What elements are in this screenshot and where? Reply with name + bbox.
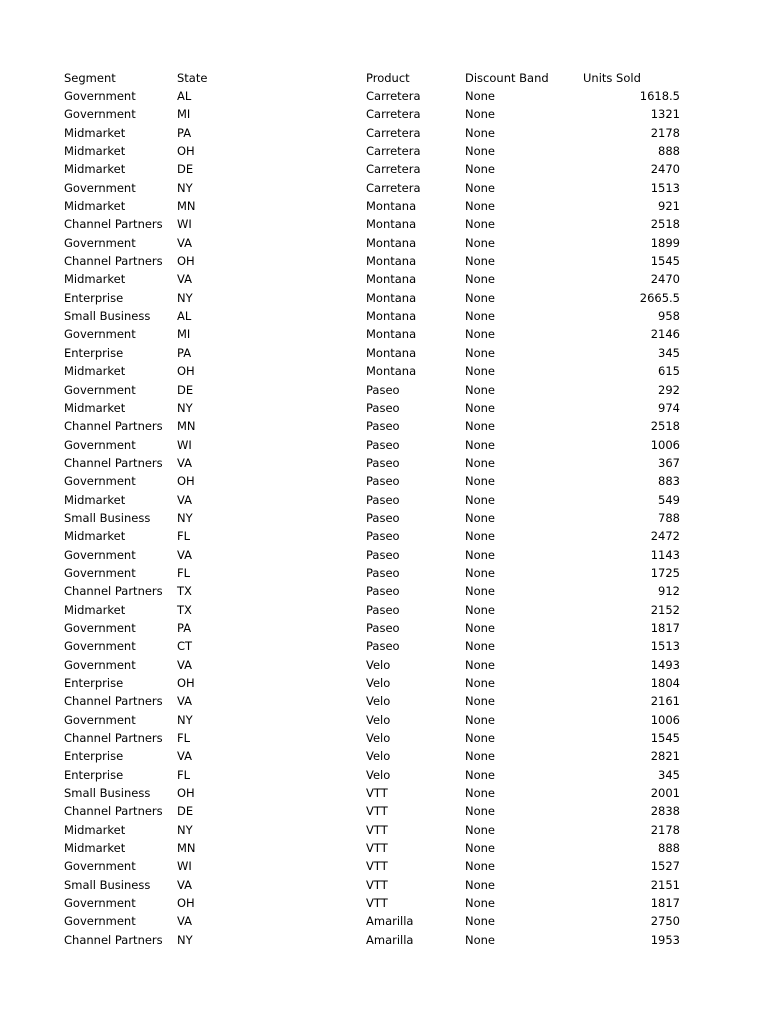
cell-segment: Government [64, 437, 136, 452]
table-row [64, 564, 704, 582]
cell-state: DE [177, 804, 194, 819]
cell-discount-band: None [465, 804, 496, 819]
cell-discount-band: None [465, 419, 496, 434]
cell-units-sold: 2161 [650, 694, 680, 709]
cell-segment: Channel Partners [64, 731, 163, 746]
cell-product: Montana [366, 199, 417, 214]
cell-product: Velo [366, 657, 391, 672]
table-row [64, 307, 704, 325]
table-row [64, 289, 704, 307]
cell-discount-band: None [465, 180, 496, 195]
cell-segment: Government [64, 382, 136, 397]
cell-discount-band: None [465, 602, 496, 617]
cell-units-sold: 1899 [650, 235, 680, 250]
cell-units-sold: 292 [658, 382, 680, 397]
cell-product: VTT [366, 841, 388, 856]
cell-units-sold: 958 [658, 309, 680, 324]
cell-segment: Government [64, 547, 136, 562]
cell-state: NY [177, 712, 193, 727]
cell-segment: Government [64, 474, 136, 489]
cell-discount-band: None [465, 620, 496, 635]
cell-product: VTT [366, 896, 388, 911]
table-row [64, 931, 704, 949]
cell-product: VTT [366, 877, 388, 892]
cell-segment: Government [64, 180, 136, 195]
table-row [64, 747, 704, 765]
cell-units-sold: 1953 [650, 932, 680, 947]
cell-state: OH [177, 254, 195, 269]
table-row [64, 527, 704, 545]
cell-product: Carretera [366, 144, 421, 159]
table-row [64, 802, 704, 820]
table-row [64, 325, 704, 343]
table-row [64, 270, 704, 288]
cell-discount-band: None [465, 309, 496, 324]
cell-state: MN [177, 841, 196, 856]
cell-segment: Midmarket [64, 822, 126, 837]
cell-state: OH [177, 144, 195, 159]
cell-state: VA [177, 694, 192, 709]
cell-product: VTT [366, 786, 388, 801]
cell-units-sold: 2750 [650, 914, 680, 929]
cell-discount-band: None [465, 767, 496, 782]
cell-units-sold: 2518 [650, 419, 680, 434]
cell-discount-band: None [465, 547, 496, 562]
cell-state: FL [177, 529, 191, 544]
cell-product: VTT [366, 804, 388, 819]
cell-state: NY [177, 932, 193, 947]
table-row [64, 344, 704, 362]
sales-table [64, 69, 704, 949]
cell-segment: Small Business [64, 510, 151, 525]
cell-state: VA [177, 547, 192, 562]
table-row [64, 142, 704, 160]
cell-state: VA [177, 272, 192, 287]
cell-units-sold: 345 [658, 345, 680, 360]
cell-product: Paseo [366, 639, 400, 654]
table-row [64, 436, 704, 454]
cell-state: VA [177, 235, 192, 250]
cell-state: MN [177, 419, 196, 434]
cell-segment: Government [64, 327, 136, 342]
cell-segment: Channel Partners [64, 694, 163, 709]
cell-product: Paseo [366, 437, 400, 452]
cell-discount-band: None [465, 841, 496, 856]
cell-product: Montana [366, 364, 417, 379]
cell-state: MI [177, 327, 191, 342]
cell-product: Montana [366, 272, 417, 287]
header-discount-band: Discount Band [465, 71, 549, 85]
cell-discount-band: None [465, 382, 496, 397]
cell-state: WI [177, 859, 192, 874]
table-row [64, 637, 704, 655]
cell-state: FL [177, 565, 191, 580]
cell-discount-band: None [465, 107, 496, 122]
cell-discount-band: None [465, 694, 496, 709]
table-header-row [64, 69, 704, 87]
cell-units-sold: 883 [658, 474, 680, 489]
cell-state: NY [177, 510, 193, 525]
table-body [64, 87, 704, 949]
cell-segment: Government [64, 565, 136, 580]
cell-discount-band: None [465, 290, 496, 305]
table-row [64, 821, 704, 839]
cell-state: DE [177, 162, 194, 177]
cell-product: Velo [366, 749, 391, 764]
cell-discount-band: None [465, 786, 496, 801]
cell-units-sold: 2178 [650, 822, 680, 837]
cell-units-sold: 888 [658, 841, 680, 856]
cell-units-sold: 2146 [650, 327, 680, 342]
cell-discount-band: None [465, 822, 496, 837]
cell-units-sold: 2470 [650, 272, 680, 287]
cell-discount-band: None [465, 235, 496, 250]
cell-product: Carretera [366, 162, 421, 177]
cell-product: Amarilla [366, 932, 414, 947]
cell-units-sold: 1545 [650, 254, 680, 269]
cell-product: Paseo [366, 602, 400, 617]
table-row [64, 912, 704, 930]
cell-units-sold: 2821 [650, 749, 680, 764]
cell-state: TX [177, 584, 192, 599]
cell-product: Velo [366, 731, 391, 746]
table-row [64, 857, 704, 875]
table-row [64, 381, 704, 399]
cell-segment: Midmarket [64, 144, 126, 159]
cell-units-sold: 1006 [650, 437, 680, 452]
cell-discount-band: None [465, 254, 496, 269]
cell-segment: Channel Partners [64, 804, 163, 819]
table-row [64, 179, 704, 197]
cell-product: Paseo [366, 529, 400, 544]
cell-segment: Midmarket [64, 841, 126, 856]
cell-units-sold: 367 [658, 455, 680, 470]
header-product: Product [366, 71, 410, 85]
cell-discount-band: None [465, 510, 496, 525]
cell-discount-band: None [465, 455, 496, 470]
table-row [64, 87, 704, 105]
cell-segment: Midmarket [64, 492, 126, 507]
cell-product: Montana [366, 290, 417, 305]
table-row [64, 399, 704, 417]
table-row [64, 546, 704, 564]
cell-segment: Midmarket [64, 364, 126, 379]
cell-state: OH [177, 786, 195, 801]
cell-discount-band: None [465, 657, 496, 672]
table-row [64, 729, 704, 747]
table-row [64, 197, 704, 215]
cell-segment: Government [64, 620, 136, 635]
cell-discount-band: None [465, 272, 496, 287]
cell-product: Paseo [366, 547, 400, 562]
cell-product: VTT [366, 822, 388, 837]
cell-state: VA [177, 657, 192, 672]
header-units-sold: Units Sold [583, 71, 641, 85]
cell-state: CT [177, 639, 193, 654]
cell-units-sold: 1527 [650, 859, 680, 874]
cell-units-sold: 2178 [650, 125, 680, 140]
cell-state: NY [177, 400, 193, 415]
cell-segment: Channel Partners [64, 419, 163, 434]
cell-state: NY [177, 290, 193, 305]
cell-product: Montana [366, 309, 417, 324]
cell-segment: Enterprise [64, 767, 124, 782]
table-row [64, 105, 704, 123]
table-row [64, 582, 704, 600]
cell-discount-band: None [465, 712, 496, 727]
cell-segment: Government [64, 657, 136, 672]
cell-product: Paseo [366, 510, 400, 525]
cell-discount-band: None [465, 877, 496, 892]
cell-segment: Government [64, 712, 136, 727]
cell-discount-band: None [465, 639, 496, 654]
cell-discount-band: None [465, 89, 496, 103]
cell-state: FL [177, 767, 191, 782]
cell-state: PA [177, 345, 192, 360]
table-row [64, 472, 704, 490]
cell-units-sold: 1725 [650, 565, 680, 580]
cell-segment: Channel Partners [64, 584, 163, 599]
cell-units-sold: 2472 [650, 529, 680, 544]
cell-state: NY [177, 822, 193, 837]
cell-segment: Midmarket [64, 125, 126, 140]
cell-units-sold: 345 [658, 767, 680, 782]
cell-segment: Channel Partners [64, 455, 163, 470]
cell-product: Velo [366, 676, 391, 690]
table-row [64, 454, 704, 472]
cell-units-sold: 1513 [650, 639, 680, 654]
table-row [64, 839, 704, 857]
cell-discount-band: None [465, 327, 496, 342]
cell-units-sold: 1804 [650, 676, 680, 690]
cell-segment: Small Business [64, 309, 151, 324]
cell-discount-band: None [465, 162, 496, 177]
table-row [64, 417, 704, 435]
cell-state: VA [177, 877, 192, 892]
table-row [64, 491, 704, 509]
cell-units-sold: 2001 [650, 786, 680, 801]
cell-units-sold: 1493 [650, 657, 680, 672]
cell-discount-band: None [465, 749, 496, 764]
cell-discount-band: None [465, 731, 496, 746]
cell-segment: Government [64, 914, 136, 929]
cell-product: Montana [366, 235, 417, 250]
table-row [64, 711, 704, 729]
table-row [64, 509, 704, 527]
cell-discount-band: None [465, 144, 496, 159]
cell-state: AL [177, 89, 192, 103]
table-row [64, 692, 704, 710]
cell-units-sold: 549 [658, 492, 680, 507]
cell-units-sold: 788 [658, 510, 680, 525]
cell-segment: Enterprise [64, 345, 124, 360]
cell-units-sold: 2152 [650, 602, 680, 617]
cell-discount-band: None [465, 584, 496, 599]
cell-segment: Government [64, 859, 136, 874]
cell-state: DE [177, 382, 194, 397]
cell-discount-band: None [465, 364, 496, 379]
cell-product: Velo [366, 767, 391, 782]
cell-units-sold: 615 [658, 364, 680, 379]
cell-segment: Midmarket [64, 400, 126, 415]
cell-segment: Government [64, 235, 136, 250]
cell-product: Paseo [366, 382, 400, 397]
cell-segment: Channel Partners [64, 932, 163, 947]
cell-units-sold: 1321 [650, 107, 680, 122]
cell-segment: Midmarket [64, 199, 126, 214]
cell-units-sold: 1006 [650, 712, 680, 727]
cell-state: MN [177, 199, 196, 214]
cell-units-sold: 1545 [650, 731, 680, 746]
table-row [64, 362, 704, 380]
cell-state: MI [177, 107, 191, 122]
cell-units-sold: 2518 [650, 217, 680, 232]
cell-units-sold: 1513 [650, 180, 680, 195]
cell-discount-band: None [465, 474, 496, 489]
cell-product: Montana [366, 327, 417, 342]
cell-discount-band: None [465, 565, 496, 580]
cell-units-sold: 1618.5 [639, 89, 680, 103]
cell-state: TX [177, 602, 192, 617]
cell-product: Velo [366, 694, 391, 709]
cell-discount-band: None [465, 437, 496, 452]
cell-state: NY [177, 180, 193, 195]
cell-segment: Government [64, 896, 136, 911]
cell-units-sold: 912 [658, 584, 680, 599]
cell-product: Velo [366, 712, 391, 727]
cell-product: VTT [366, 859, 388, 874]
cell-discount-band: None [465, 199, 496, 214]
cell-state: VA [177, 455, 192, 470]
table-row [64, 619, 704, 637]
cell-state: PA [177, 620, 192, 635]
cell-units-sold: 974 [658, 400, 680, 415]
cell-product: Carretera [366, 125, 421, 140]
table-row [64, 674, 704, 692]
header-segment: Segment [64, 71, 116, 85]
cell-segment: Small Business [64, 877, 151, 892]
cell-segment: Channel Partners [64, 254, 163, 269]
cell-state: VA [177, 492, 192, 507]
cell-units-sold: 921 [658, 199, 680, 214]
cell-segment: Channel Partners [64, 217, 163, 232]
cell-discount-band: None [465, 217, 496, 232]
cell-product: Carretera [366, 180, 421, 195]
cell-product: Montana [366, 345, 417, 360]
cell-product: Montana [366, 254, 417, 269]
table-row [64, 656, 704, 674]
cell-discount-band: None [465, 914, 496, 929]
cell-units-sold: 1143 [650, 547, 680, 562]
cell-product: Paseo [366, 400, 400, 415]
cell-units-sold: 1817 [650, 620, 680, 635]
cell-state: VA [177, 749, 192, 764]
cell-units-sold: 2665.5 [639, 290, 680, 305]
cell-product: Amarilla [366, 914, 414, 929]
table-row [64, 601, 704, 619]
cell-state: OH [177, 474, 195, 489]
header-state: State [177, 71, 208, 85]
cell-segment: Government [64, 107, 136, 122]
cell-state: WI [177, 437, 192, 452]
cell-segment: Midmarket [64, 272, 126, 287]
cell-product: Paseo [366, 455, 400, 470]
cell-product: Carretera [366, 107, 421, 122]
cell-state: VA [177, 914, 192, 929]
cell-state: FL [177, 731, 191, 746]
cell-units-sold: 2838 [650, 804, 680, 819]
table-row [64, 252, 704, 270]
cell-discount-band: None [465, 859, 496, 874]
cell-segment: Midmarket [64, 529, 126, 544]
cell-discount-band: None [465, 529, 496, 544]
cell-discount-band: None [465, 676, 496, 690]
table-row [64, 124, 704, 142]
cell-product: Carretera [366, 89, 421, 103]
cell-segment: Enterprise [64, 290, 124, 305]
cell-state: OH [177, 676, 195, 690]
cell-segment: Enterprise [64, 676, 124, 690]
cell-state: OH [177, 896, 195, 911]
cell-segment: Small Business [64, 786, 151, 801]
table-row [64, 215, 704, 233]
table-row [64, 234, 704, 252]
cell-discount-band: None [465, 345, 496, 360]
cell-discount-band: None [465, 896, 496, 911]
cell-product: Paseo [366, 565, 400, 580]
cell-product: Paseo [366, 474, 400, 489]
cell-segment: Midmarket [64, 602, 126, 617]
cell-discount-band: None [465, 932, 496, 947]
cell-state: OH [177, 364, 195, 379]
cell-units-sold: 2470 [650, 162, 680, 177]
cell-units-sold: 888 [658, 144, 680, 159]
table-row [64, 766, 704, 784]
cell-product: Paseo [366, 419, 400, 434]
cell-segment: Enterprise [64, 749, 124, 764]
cell-discount-band: None [465, 125, 496, 140]
cell-segment: Midmarket [64, 162, 126, 177]
cell-product: Montana [366, 217, 417, 232]
cell-product: Paseo [366, 492, 400, 507]
cell-state: AL [177, 309, 192, 324]
cell-state: WI [177, 217, 192, 232]
cell-segment: Government [64, 639, 136, 654]
cell-units-sold: 1817 [650, 896, 680, 911]
cell-state: PA [177, 125, 192, 140]
cell-discount-band: None [465, 492, 496, 507]
table-row [64, 784, 704, 802]
table-row [64, 894, 704, 912]
table-row [64, 160, 704, 178]
cell-discount-band: None [465, 400, 496, 415]
cell-product: Paseo [366, 620, 400, 635]
cell-product: Paseo [366, 584, 400, 599]
cell-segment: Government [64, 89, 136, 103]
cell-units-sold: 2151 [650, 877, 680, 892]
table-row [64, 876, 704, 894]
